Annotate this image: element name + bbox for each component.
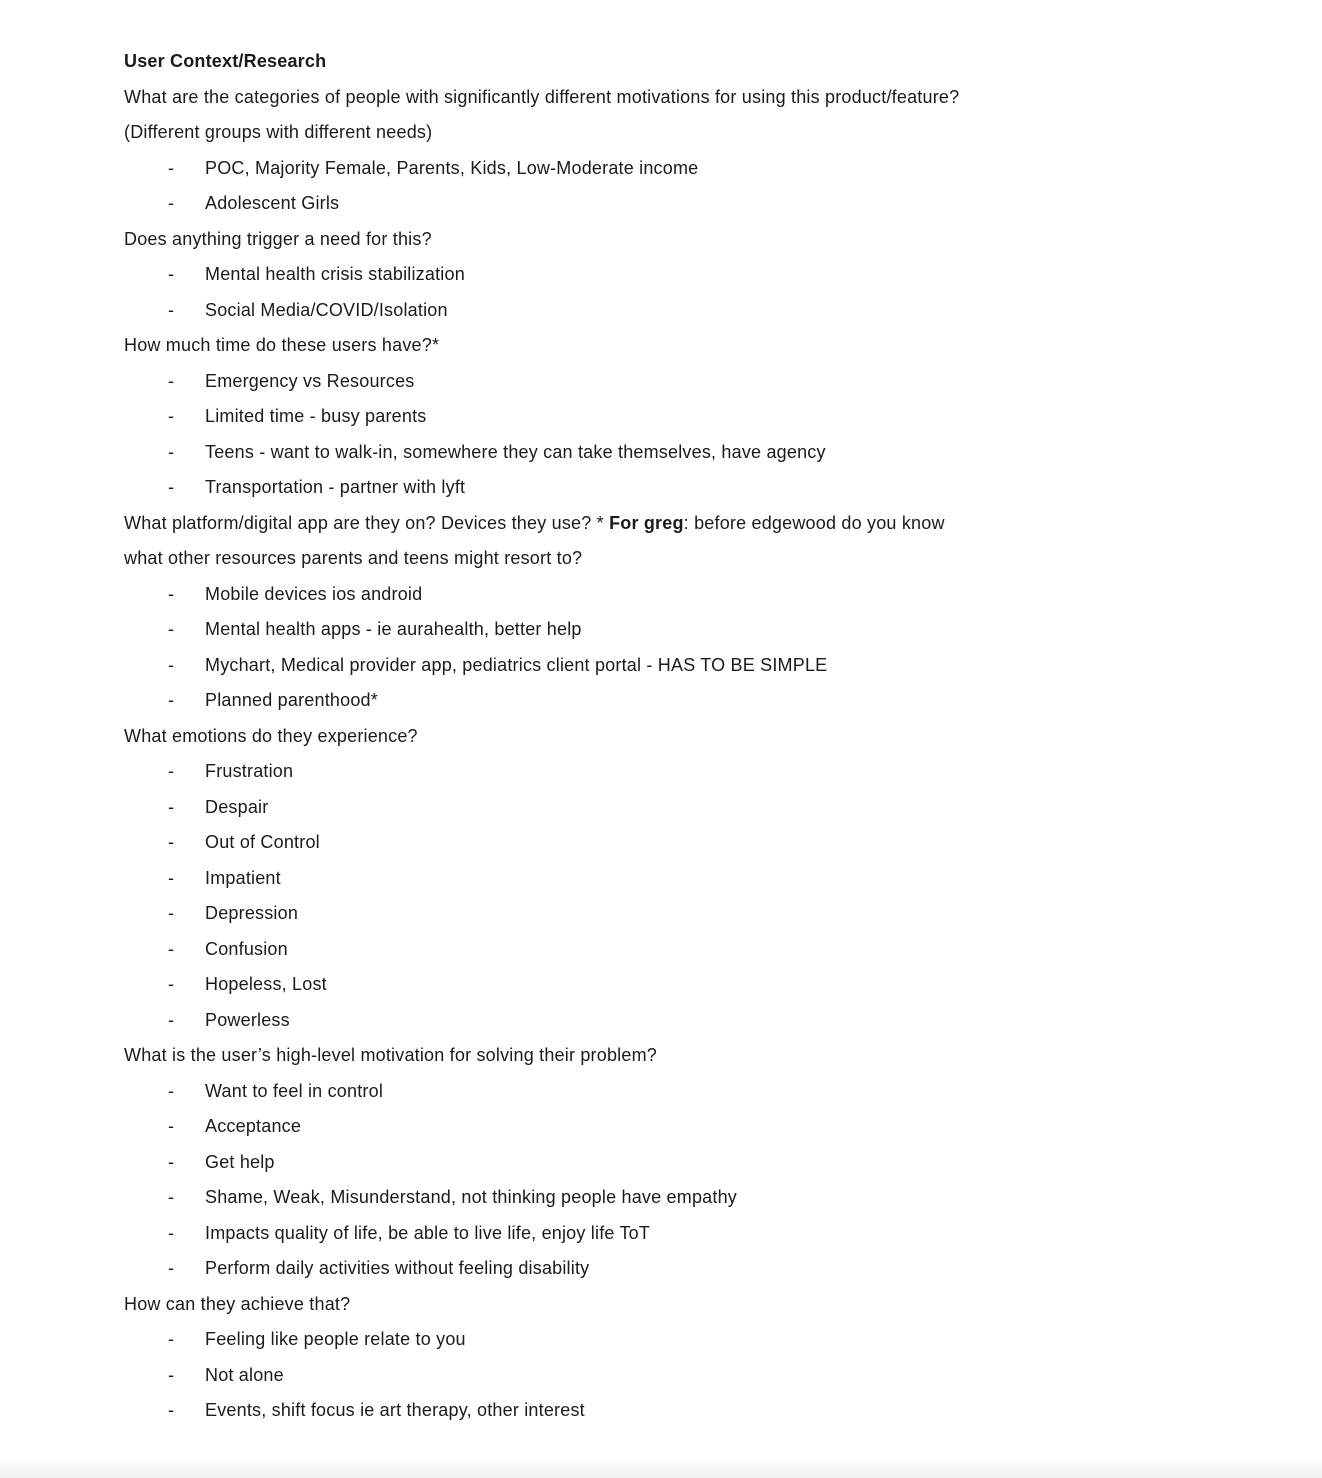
paragraph-line: what other resources parents and teens might resort to? <box>124 548 583 568</box>
paragraph-line: What is the user’s high-level motivation for solving their problem? <box>124 1045 657 1065</box>
list-item <box>124 1358 1198 1394</box>
list-item <box>124 1216 1198 1252</box>
bullet-marker: - <box>168 619 175 639</box>
bullet-marker: - <box>168 193 175 213</box>
list-item-text: Not alone <box>205 1364 284 1385</box>
page-bottom-edge <box>0 1458 1322 1478</box>
list-item-text: Confusion <box>205 938 288 959</box>
bullet-marker: - <box>168 1329 175 1349</box>
bullet-marker: - <box>168 1222 175 1243</box>
paragraph-line: How much time do these users have?* <box>124 335 440 355</box>
paragraph-line: What are the categories of people with significantly different motivations for using this product/feature? <box>124 86 960 107</box>
paragraph-line: How can they achieve that? <box>124 1293 351 1314</box>
bullet-marker: - <box>168 583 175 604</box>
list-item-text: Transportation - partner with lyft <box>205 477 466 497</box>
list-item <box>124 1003 1198 1039</box>
list-item <box>124 293 1198 329</box>
list-item-text: Want to feel in control <box>205 1080 384 1101</box>
list-item-text: Planned parenthood* <box>205 690 378 710</box>
list-item-text: Impacts quality of life, be able to live life, enjoy life ToT <box>205 1222 651 1243</box>
list-item-text: Events, shift focus ie art therapy, other interest <box>205 1400 585 1420</box>
list-item-text: Mobile devices ios android <box>205 583 423 604</box>
list-item <box>124 932 1198 968</box>
list-item-text: Mental health apps - ie aurahealth, better help <box>205 619 582 639</box>
list-item <box>124 967 1198 1003</box>
text-segment: What platform/digital app are they on? Devices they use? * <box>124 512 610 533</box>
list-item <box>124 1322 1198 1358</box>
list-item-text: Adolescent Girls <box>205 193 340 213</box>
list-item <box>124 257 1198 293</box>
list-item <box>124 896 1198 932</box>
list-item <box>124 790 1198 826</box>
bullet-marker: - <box>168 832 175 852</box>
bullet-marker: - <box>168 1400 175 1420</box>
list-item-text: Get help <box>205 1151 275 1172</box>
list-item <box>124 470 1198 506</box>
paragraph-line <box>124 506 1198 542</box>
bullet-marker: - <box>168 1116 175 1136</box>
bullet-marker: - <box>168 264 175 284</box>
list-item <box>124 1145 1198 1181</box>
bullet-marker: - <box>168 157 175 178</box>
paragraph-line: Does anything trigger a need for this? <box>124 228 432 249</box>
bullet-marker: - <box>168 796 175 817</box>
bullet-marker: - <box>168 761 175 781</box>
list-item <box>124 861 1198 897</box>
list-item <box>124 151 1198 187</box>
bullet-marker: - <box>168 903 175 923</box>
list-item-text: Shame, Weak, Misunderstand, not thinking people have empathy <box>205 1187 737 1207</box>
list-item <box>124 1074 1198 1110</box>
list-item <box>124 1393 1198 1429</box>
bullet-marker: - <box>168 370 175 391</box>
list-item <box>124 1180 1198 1216</box>
bullet-marker: - <box>168 1258 175 1278</box>
list-item-text: Social Media/COVID/Isolation <box>205 299 448 320</box>
document-content[interactable] <box>124 44 1198 1429</box>
bullet-marker: - <box>168 477 175 497</box>
list-item <box>124 186 1198 222</box>
list-item-text: Despair <box>205 796 269 817</box>
bullet-marker: - <box>168 867 175 888</box>
text-segment: : before edgewood do you know <box>683 512 945 533</box>
list-item-text: Emergency vs Resources <box>205 370 415 391</box>
list-item <box>124 577 1198 613</box>
list-item <box>124 364 1198 400</box>
document-heading: User Context/Research <box>124 51 327 71</box>
bullet-marker: - <box>168 299 175 320</box>
list-item <box>124 612 1198 648</box>
list-item <box>124 1251 1198 1287</box>
list-item <box>124 754 1198 790</box>
list-item-text: Powerless <box>205 1009 290 1030</box>
bullet-marker: - <box>168 1080 175 1101</box>
list-item <box>124 1109 1198 1145</box>
list-item-text: Mental health crisis stabilization <box>205 264 465 284</box>
bullet-marker: - <box>168 441 175 462</box>
bullet-marker: - <box>168 1187 175 1207</box>
paragraph-line: (Different groups with different needs) <box>124 122 433 142</box>
list-item-text: Perform daily activities without feeling disability <box>205 1258 590 1278</box>
bullet-marker: - <box>168 1151 175 1172</box>
list-item-text: Impatient <box>205 867 281 888</box>
list-item <box>124 683 1198 719</box>
bullet-marker: - <box>168 974 175 994</box>
list-item-text: Limited time - busy parents <box>205 406 427 426</box>
paragraph-line: What emotions do they experience? <box>124 725 418 746</box>
bullet-marker: - <box>168 1364 175 1385</box>
bullet-marker: - <box>168 690 175 710</box>
bullet-marker: - <box>168 938 175 959</box>
list-item-text: Acceptance <box>205 1116 302 1136</box>
list-item-text: Teens - want to walk-in, somewhere they can take themselves, have agency <box>205 441 826 462</box>
bullet-marker: - <box>168 1009 175 1030</box>
list-item-text: Feeling like people relate to you <box>205 1329 466 1349</box>
list-item <box>124 648 1198 684</box>
list-item-text: Depression <box>205 903 299 923</box>
bullet-marker: - <box>168 406 175 426</box>
list-item-text: Frustration <box>205 761 294 781</box>
list-item-text: Hopeless, Lost <box>205 974 327 994</box>
list-item <box>124 399 1198 435</box>
bullet-marker: - <box>168 654 175 675</box>
list-item <box>124 825 1198 861</box>
bold-text-segment: For greg <box>609 512 684 533</box>
list-item-text: Mychart, Medical provider app, pediatrics client portal - HAS TO BE SIMPLE <box>205 654 828 675</box>
list-item <box>124 435 1198 471</box>
list-item-text: Out of Control <box>205 832 320 852</box>
list-item-text: POC, Majority Female, Parents, Kids, Low-Moderate income <box>205 157 699 178</box>
